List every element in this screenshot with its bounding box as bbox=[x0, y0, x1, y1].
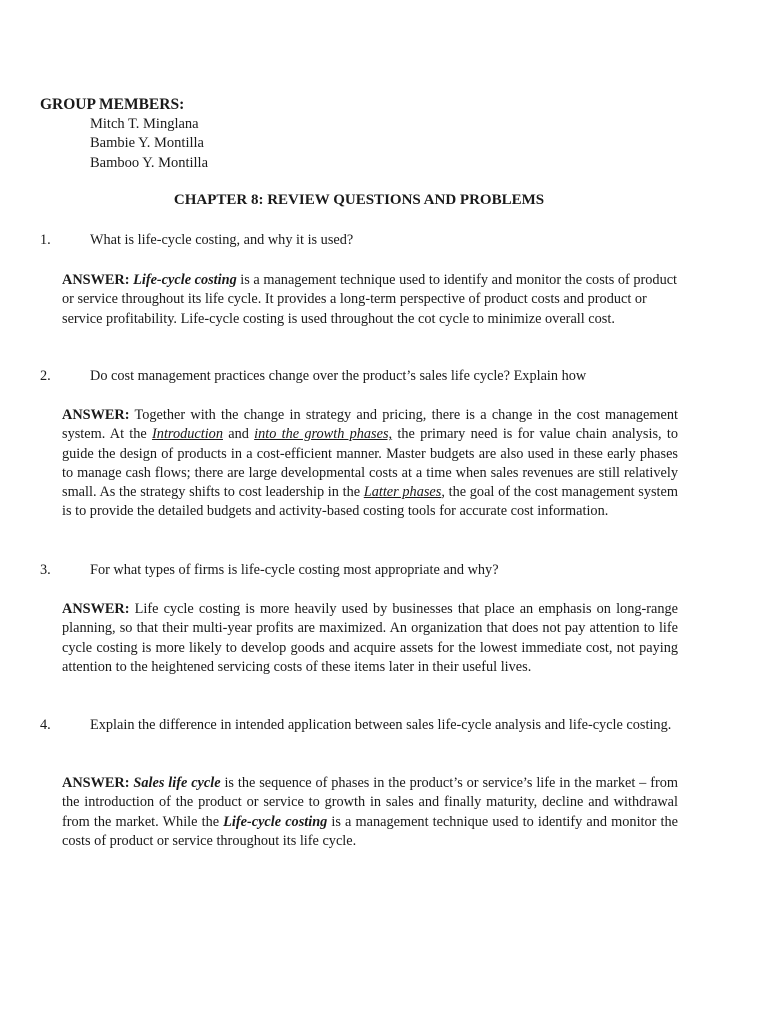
answer-text: , the goal of the cost management system is to provide the detailed budgets and activity-based costing tools for accurate cost information. bbox=[62, 484, 678, 520]
answer-text: and bbox=[222, 426, 255, 443]
underlined-term: Introduction bbox=[152, 426, 223, 443]
answer-term: Life-cycle costing bbox=[133, 272, 237, 288]
question-1 bbox=[40, 231, 678, 250]
question-text: Do cost management practices change over the product’s sales life cycle? Explain how bbox=[90, 368, 587, 384]
answer-label: ANSWER: bbox=[62, 775, 130, 791]
question-number: 4. bbox=[40, 717, 51, 733]
answer-label: ANSWER: bbox=[62, 272, 130, 288]
answer-text: is the sequence of phases in the product’s or service’s life in the market – from the introduction of the product or service to growth in sales and finally maturity, decline and withdrawal from the market. While the bbox=[62, 775, 678, 830]
chapter-title: CHAPTER 8: REVIEW QUESTIONS AND PROBLEMS bbox=[173, 192, 545, 208]
answer-text: Together with the change in strategy and pricing, there is a change in the cost management system. At the bbox=[62, 407, 678, 443]
question-number: 3. bbox=[40, 562, 51, 578]
answer-2 bbox=[62, 406, 678, 522]
answer-text: is a management technique used to identify and monitor the costs of product or service throughout its life cycle. bbox=[62, 813, 678, 849]
question-3 bbox=[40, 561, 678, 580]
underlined-term: into the growth phases, bbox=[254, 426, 393, 443]
question-text: Explain the difference in intended application between sales life-cycle analysis and life-cycle costing. bbox=[90, 717, 672, 733]
member-name: Bambie Y. Montilla bbox=[90, 135, 204, 152]
answer-label: ANSWER: bbox=[62, 601, 130, 617]
group-members-heading: GROUP MEMBERS: bbox=[40, 96, 185, 113]
answer-4 bbox=[62, 774, 678, 851]
member-name: Bamboo Y. Montilla bbox=[90, 154, 209, 171]
answer-text: Life cycle costing is more heavily used by businesses that place an emphasis on long-range planning, so that their multi-year profits are maximized. An organization that does not pay attention to life cycle costing is more likely to develop goods and acquire assets for the lowest immediate cost, not paying attention to the heightened servicing costs of these items later in their useful lives. bbox=[62, 601, 678, 675]
answer-3 bbox=[62, 600, 678, 677]
answer-1 bbox=[62, 271, 678, 329]
question-2 bbox=[40, 367, 678, 386]
underlined-term: Latter phases bbox=[363, 484, 442, 501]
answer-term: Life-cycle costing bbox=[223, 813, 328, 830]
member-name: Mitch T. Minglana bbox=[90, 116, 199, 132]
question-number: 2. bbox=[40, 368, 51, 384]
answer-term: Sales life cycle bbox=[133, 775, 221, 791]
question-text: For what types of firms is life-cycle costing most appropriate and why? bbox=[90, 562, 499, 578]
answer-text: the primary need is for value chain analysis, to guide the design of products in a cost-efficient manner. Master budgets are also used in these early phases to manage cash flows; there are large developmental costs at a time when sales revenues are still relatively small. As the strategy shifts to cost leadership in the bbox=[62, 426, 678, 501]
question-4 bbox=[40, 716, 678, 735]
question-text: What is life-cycle costing, and why it is used? bbox=[90, 232, 354, 248]
answer-label: ANSWER: bbox=[62, 407, 130, 423]
question-number: 1. bbox=[40, 232, 51, 248]
answer-text: is a management technique used to identify and monitor the costs of product or service throughout its life cycle. It provides a long-term perspective of product costs and product or service profitability. Life-cycle costing is used throughout the cot cycle to minimize overall cost. bbox=[62, 272, 678, 327]
members-list bbox=[90, 115, 208, 173]
